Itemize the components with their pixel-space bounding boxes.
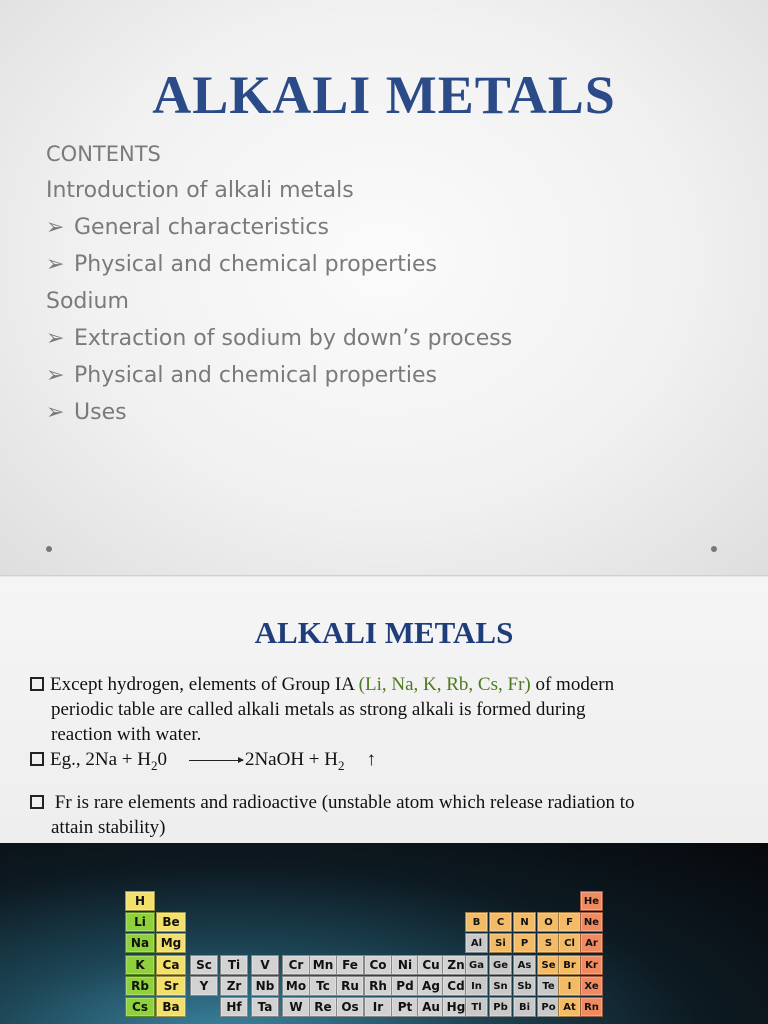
element-cell-ir: Ir (364, 997, 392, 1017)
arrow-bullet-icon: ➢ (46, 400, 65, 425)
slide1-title: ALKALI METALS (152, 65, 616, 125)
slide2-title: ALKALI METALS (254, 615, 514, 650)
element-cell-cl: Cl (558, 933, 581, 953)
gas-up-arrow-icon: ↑ (366, 749, 376, 770)
element-cell-ta: Ta (251, 997, 279, 1017)
paragraph-reaction: Eg., $2Na + H_20$ 2NaOH + $H_2$ ↑ (30, 747, 750, 778)
element-cell-in: In (465, 976, 488, 996)
element-cell-be: Be (156, 912, 186, 932)
element-cell-rh: Rh (364, 976, 392, 996)
element-cell-ag: Ag (417, 976, 445, 996)
element-cell-zn: Zn (442, 955, 470, 975)
contents-item: CONTENTS (46, 142, 161, 166)
element-cell-bi: Bi (513, 997, 536, 1017)
element-cell-co: Co (364, 955, 392, 975)
element-cell-li: Li (125, 912, 155, 932)
arrow-bullet-icon: ➢ (46, 215, 65, 240)
element-cell-f: F (558, 912, 581, 932)
element-cell-n: N (513, 912, 536, 932)
element-cell-v: V (251, 955, 279, 975)
element-cell-cr: Cr (282, 955, 310, 975)
element-cell-rn: Rn (580, 997, 603, 1017)
reaction-arrow-icon (189, 760, 243, 761)
element-cell-mo: Mo (282, 976, 310, 996)
element-cell-pb: Pb (489, 997, 512, 1017)
element-cell-sb: Sb (513, 976, 536, 996)
checkbox-bullet-icon (30, 677, 44, 691)
element-cell-kr: Kr (580, 955, 603, 975)
contents-item: Introduction of alkali metals (46, 178, 354, 203)
element-cell-re: Re (309, 997, 337, 1017)
arrow-bullet-icon: ➢ (46, 363, 65, 388)
group-ia-elements: (Li, Na, K, Rb, Cs, Fr) (358, 674, 531, 695)
element-cell-ne: Ne (580, 912, 603, 932)
arrow-bullet-icon: ➢ (46, 326, 65, 351)
element-cell-na: Na (125, 933, 155, 953)
element-cell-w: W (282, 997, 310, 1017)
element-cell-zr: Zr (220, 976, 248, 996)
element-cell-mn: Mn (309, 955, 337, 975)
element-cell-xe: Xe (580, 976, 603, 996)
element-cell-p: P (513, 933, 536, 953)
element-cell-c: C (489, 912, 512, 932)
element-cell-rb: Rb (125, 976, 155, 996)
contents-item: ➢ Physical and chemical properties (46, 360, 512, 397)
contents-item: ➢ General characteristics (46, 212, 512, 249)
checkbox-bullet-icon (30, 752, 44, 766)
element-cell-si: Si (489, 933, 512, 953)
element-cell-se: Se (537, 955, 560, 975)
contents-item: ➢ Uses (46, 397, 512, 434)
element-cell-tl: Tl (465, 997, 488, 1017)
element-cell-te: Te (537, 976, 560, 996)
element-cell-ti: Ti (220, 955, 248, 975)
element-cell-mg: Mg (156, 933, 186, 953)
element-cell-sn: Sn (489, 976, 512, 996)
element-cell-k: K (125, 955, 155, 975)
element-cell-ca: Ca (156, 955, 186, 975)
element-cell-ar: Ar (580, 933, 603, 953)
element-cell-hg: Hg (442, 997, 470, 1017)
element-cell-tc: Tc (309, 976, 337, 996)
element-cell-br: Br (558, 955, 581, 975)
element-cell-he: He (580, 891, 603, 911)
element-cell-sr: Sr (156, 976, 186, 996)
paragraph-definition: Except hydrogen, elements of Group IA (Li, Na, K, Rb, Cs, Fr) of modern periodic table are called alkali metals as strong alkali is formed during reaction with water. (30, 672, 750, 747)
element-cell-i: I (558, 976, 581, 996)
element-cell-at: At (558, 997, 581, 1017)
slide1-right-dot (711, 546, 717, 552)
element-cell-ni: Ni (391, 955, 419, 975)
paragraph-francium: Fr is rare elements and radioactive (unstable atom which release radiation to attain stability) (30, 790, 750, 840)
element-cell-sc: Sc (190, 955, 218, 975)
element-cell-cs: Cs (125, 997, 155, 1017)
element-cell-cd: Cd (442, 976, 470, 996)
element-cell-y: Y (190, 976, 218, 996)
element-cell-h: H (125, 891, 155, 911)
element-cell-pd: Pd (391, 976, 419, 996)
contents-list (46, 138, 512, 434)
element-cell-ru: Ru (336, 976, 364, 996)
element-cell-ge: Ge (489, 955, 512, 975)
checkbox-bullet-icon (30, 795, 44, 809)
contents-item: ➢ Physical and chemical properties (46, 249, 512, 286)
element-cell-o: O (537, 912, 560, 932)
element-cell-po: Po (537, 997, 560, 1017)
contents-item: ➢ Extraction of sodium by down’s process (46, 323, 512, 360)
periodic-table-image (0, 843, 768, 1024)
element-cell-hf: Hf (220, 997, 248, 1017)
element-cell-pt: Pt (391, 997, 419, 1017)
element-cell-cu: Cu (417, 955, 445, 975)
element-cell-al: Al (465, 933, 488, 953)
element-cell-ba: Ba (156, 997, 186, 1017)
contents-item: Sodium (46, 289, 129, 314)
slide1-left-dot (46, 546, 52, 552)
element-cell-as: As (513, 955, 536, 975)
element-cell-au: Au (417, 997, 445, 1017)
element-cell-fe: Fe (336, 955, 364, 975)
element-cell-os: Os (336, 997, 364, 1017)
element-cell-b: B (465, 912, 488, 932)
element-cell-nb: Nb (251, 976, 279, 996)
element-cell-s: S (537, 933, 560, 953)
arrow-bullet-icon: ➢ (46, 252, 65, 277)
element-cell-ga: Ga (465, 955, 488, 975)
